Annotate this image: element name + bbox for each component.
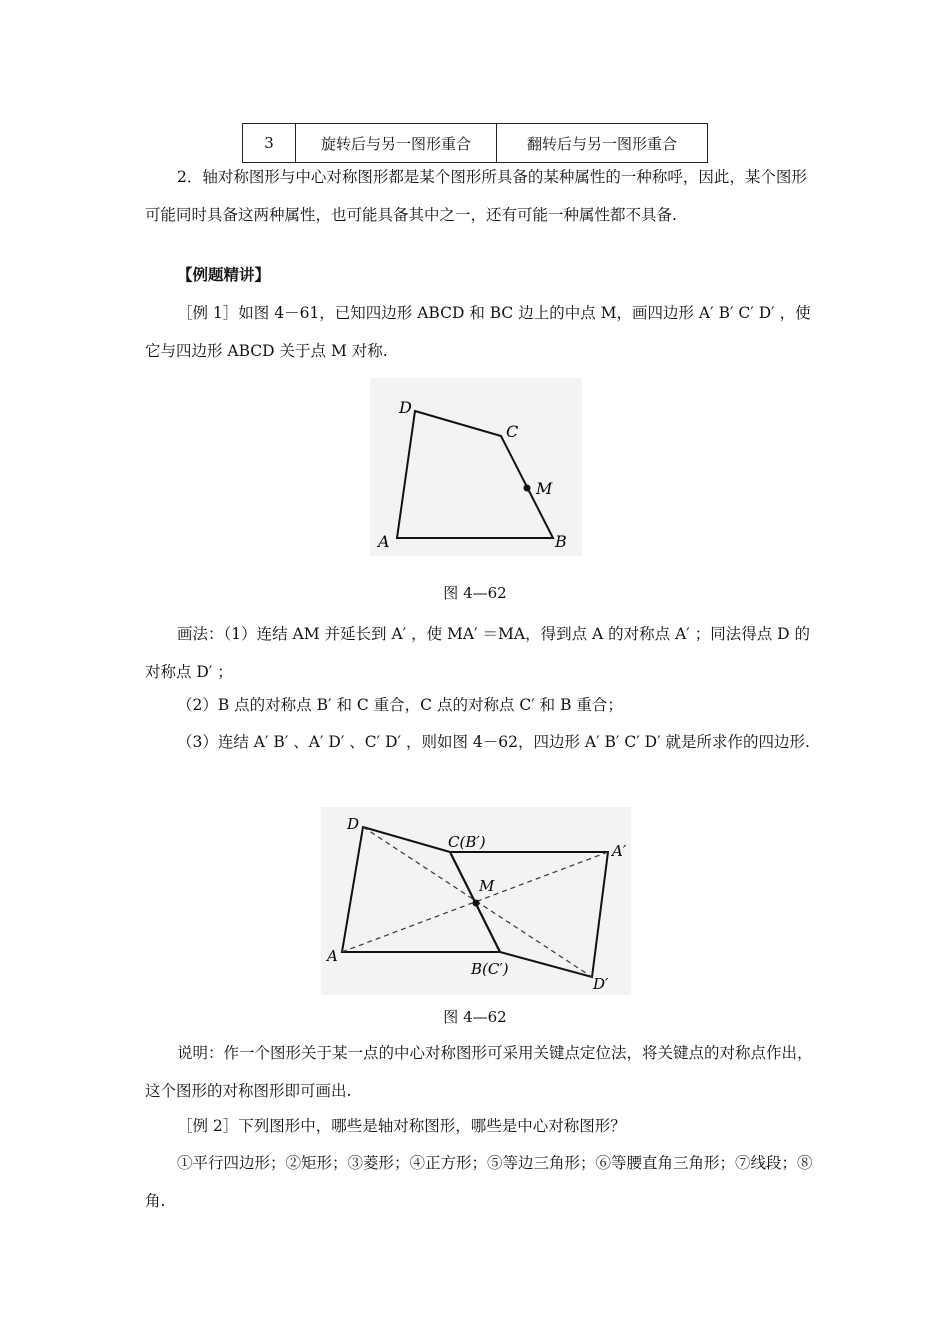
figure-caption-2: 图 4—62 [443,1008,507,1026]
method-step-2: （2）B 点的对称点 B′ 和 C 重合，C 点的对称点 C′ 和 B 重合； [177,696,623,714]
label-b-c2: B(C′) [471,960,509,978]
label-c-b2: C(B′) [448,833,486,851]
label-d: D [347,815,360,833]
table-cell: 旋转后与另一图形重合 [296,124,497,163]
example-1-text: ［例 1］如图 4－61，已知四边形 ABCD 和 BC 边上的中点 M，画四边形 A′ B′ C′ D′ ，使它与四边形 ABCD 关于点 M 对称. [145,304,811,360]
label-c: C [506,422,519,441]
table-row [243,124,708,163]
table-cell: 3 [243,124,296,163]
method-step-3: （3）连结 A′ B′ 、A′ D′ 、C′ D′ ，则如图 4－62，四边形 A′ B′ C′ D′ 就是所求作的四边形. [177,733,810,751]
method-step-1: 画法：（1）连结 AM 并延长到 A′ ，使 MA′ ＝MA，得到点 A 的对称点 A′ ；同法得点 D 的对称点 D′ ； [145,625,810,681]
label-d2: D′ [593,975,609,993]
shape-list: ①平行四边形；②矩形；③菱形；④正方形；⑤等边三角形；⑥等腰直角三角形；⑦线段；⑧角. [145,1154,813,1210]
paragraph-2: 2．轴对称图形与中心对称图形都是某个图形所具备的某种属性的一种称呼，因此，某个图形可能同时具备这两种属性，也可能具备其中之一，还有可能一种属性都不具备. [145,168,807,224]
figure-symmetric-quadrilaterals [321,807,631,995]
center-m [473,900,480,907]
figure-caption-1: 图 4—62 [443,584,507,602]
label-a: A [327,947,338,965]
label-a: A [378,532,390,551]
table-cell: 翻转后与另一图形重合 [497,124,708,163]
section-heading: 【例题精讲】 [177,265,271,284]
label-m: M [479,877,495,895]
explanation-text: 说明：作一个图形关于某一点的中心对称图形可采用关键点定位法，将关键点的对称点作出，这个图形的对称图形即可画出. [145,1044,813,1100]
label-d: D [399,398,412,417]
comparison-table [242,123,708,163]
figure-quadrilateral-abcd [370,378,582,556]
midpoint-m [524,485,531,492]
label-m: M [536,479,553,498]
example-2-text: ［例 2］下列图形中，哪些是轴对称图形，哪些是中心对称图形？ [177,1117,626,1135]
label-b: B [555,532,567,551]
label-a2: A′ [612,842,627,860]
